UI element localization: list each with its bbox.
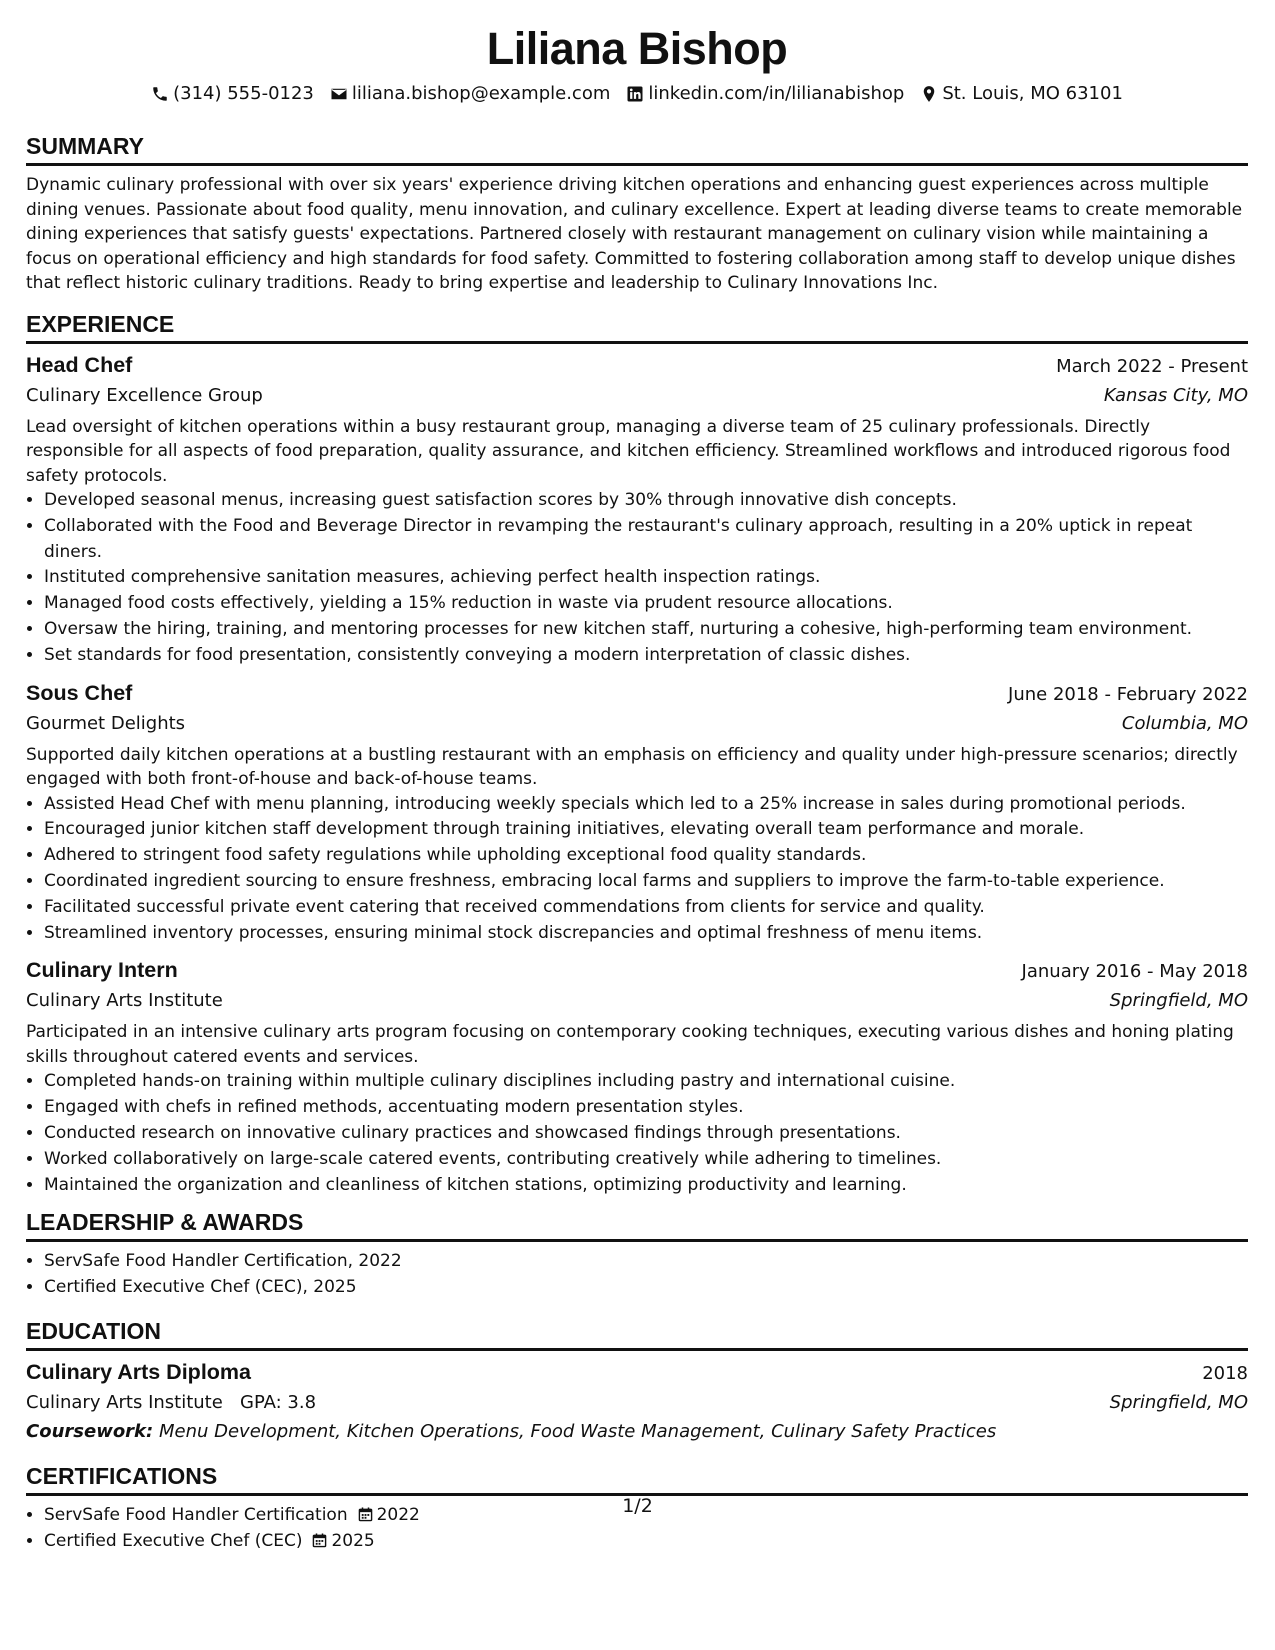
contact-email[interactable]	[330, 82, 611, 106]
school-name: Culinary Arts Institute	[26, 1391, 223, 1413]
leadership-list	[26, 1249, 1248, 1301]
map-pin-icon	[920, 85, 938, 103]
list-item: • Collaborated with the Food and Beverage Director in revamping the restaurant's culinary approach, resulting in a 20% uptick in repeat diners.	[44, 514, 1248, 566]
job-location: Kansas City, MO	[1103, 384, 1248, 406]
list-item: • Engaged with chefs in refined methods, accentuating modern presentation styles.	[44, 1095, 1248, 1121]
contact-location	[920, 82, 1123, 106]
coursework-list: Menu Development, Kitchen Operations, Food Waste Management, Culinary Safety Practices	[158, 1420, 997, 1442]
list-item: • Oversaw the hiring, training, and mentoring processes for new kitchen staff, nurturing a cohesive, high-performing team environment.	[44, 617, 1248, 643]
section-title-education: EDUCATION	[26, 1317, 1248, 1351]
coursework-label: Coursework:	[26, 1420, 154, 1442]
certification-name: ServSafe Food Handler Certification	[44, 1504, 348, 1525]
job-bullets	[26, 792, 1248, 947]
job-location: Springfield, MO	[1109, 990, 1248, 1012]
list-item: • Assisted Head Chef with menu planning, introducing weekly specials which led to a 25% increase in sales during promotional periods.	[44, 792, 1248, 818]
job-role: Head Chef	[26, 352, 133, 377]
list-item: • Maintained the organization and cleanliness of kitchen stations, optimizing productivity and learning.	[44, 1173, 1248, 1199]
list-item: • Instituted comprehensive sanitation measures, achieving perfect health inspection ratings.	[44, 565, 1248, 591]
job-dates: June 2018 - February 2022	[1008, 683, 1248, 705]
job-dates: March 2022 - Present	[1056, 355, 1248, 377]
certification-year: 2025	[331, 1530, 375, 1551]
phone-icon	[151, 85, 169, 103]
list-item: • Conducted research on innovative culinary practices and showcased findings through presentations.	[44, 1121, 1248, 1147]
section-title-certifications: CERTIFICATIONS	[26, 1462, 1248, 1496]
email-text[interactable]: liliana.bishop@example.com	[351, 83, 611, 104]
job-organization: Culinary Excellence Group	[26, 384, 263, 406]
education-section	[26, 1317, 1248, 1446]
job-summary: Supported daily kitchen operations at a bustling restaurant with an emphasis on efficiency and quality under high-pressure scenarios; directly engaged with both front-of-house and back-of-house teams.	[26, 744, 1238, 790]
job-role: Sous Chef	[26, 680, 133, 705]
list-item: • Developed seasonal menus, increasing guest satisfaction scores by 30% through innovative dish concepts.	[44, 488, 1248, 514]
contact-linkedin[interactable]	[626, 82, 904, 106]
job-entry	[26, 679, 1248, 947]
resume-header	[26, 0, 1248, 106]
list-item: • Completed hands-on training within multiple culinary disciplines including pastry and international cuisine.	[44, 1069, 1248, 1095]
experience-section	[26, 310, 1248, 1199]
job-dates: January 2016 - May 2018	[1021, 961, 1248, 983]
job-location: Columbia, MO	[1121, 712, 1248, 734]
location-text: St. Louis, MO 63101	[942, 83, 1123, 104]
resume-page	[26, 0, 1248, 1555]
job-bullets	[26, 488, 1248, 669]
gpa: GPA: 3.8	[240, 1391, 317, 1413]
list-item	[44, 1529, 1248, 1555]
certification-name: Certified Executive Chef (CEC)	[44, 1530, 303, 1551]
envelope-icon	[330, 85, 348, 103]
page-number: 1/2	[622, 1495, 653, 1517]
job-summary: Participated in an intensive culinary arts program focusing on contemporary cooking techniques, executing various dishes and honing plating skills throughout catered events and services.	[26, 1022, 1234, 1067]
list-item: • Streamlined inventory processes, ensuring minimal stock discrepancies and optimal freshness of menu items.	[44, 921, 1248, 947]
list-item: • Worked collaboratively on large-scale catered events, contributing creatively while adhering to timelines.	[44, 1147, 1248, 1173]
summary-section	[26, 132, 1248, 296]
leadership-section	[26, 1208, 1248, 1301]
job-role: Culinary Intern	[26, 958, 178, 983]
job-summary: Lead oversight of kitchen operations within a busy restaurant group, managing a diverse team of 25 culinary professionals. Directly responsible for all aspects of food preparation, quality assurance, and kitchen efficiency. Streamlined workflows and introduced rigorous food safety protocols.	[26, 416, 1231, 486]
list-item: • Certified Executive Chef (CEC), 2025	[44, 1275, 1248, 1301]
list-item: • Managed food costs effectively, yielding a 15% reduction in waste via prudent resource allocations.	[44, 591, 1248, 617]
list-item: • Set standards for food presentation, consistently conveying a modern interpretation of classic dishes.	[44, 643, 1248, 669]
job-bullets	[26, 1069, 1248, 1198]
contact-phone	[151, 82, 314, 106]
job-entry	[26, 351, 1248, 669]
summary-text: Dynamic culinary professional with over six years' experience driving kitchen operations and enhancing guest experiences across multiple dining venues. Passionate about food quality, menu innovation, and culinary excellence. Expert at leading diverse teams to create memorable dining experiences that satisfy guests' expectations. Partnered closely with restaurant management on culinary vision while maintaining a focus on operational efficiency and high standards for food safety. Committed to fostering collaboration among staff to develop unique dishes that reflect historic culinary traditions. Ready to bring expertise and leadership to Culinary Innovations Inc.	[26, 175, 1243, 293]
school-line	[26, 1388, 316, 1418]
candidate-name: Liliana Bishop	[486, 23, 788, 74]
section-title-leadership: LEADERSHIP & AWARDS	[26, 1208, 1248, 1242]
list-item: • Facilitated successful private event catering that received commendations from clients for service and quality.	[44, 895, 1248, 921]
job-organization: Culinary Arts Institute	[26, 990, 223, 1012]
list-item: • Adhered to stringent food safety regulations while upholding exceptional food quality standards.	[44, 843, 1248, 869]
school-location: Springfield, MO	[1109, 1391, 1248, 1413]
certification-year: 2022	[376, 1504, 420, 1525]
degree-title: Culinary Arts Diploma	[26, 1359, 251, 1384]
phone-text: (314) 555-0123	[173, 83, 314, 104]
graduation-year: 2018	[1202, 1362, 1248, 1384]
section-title-summary: SUMMARY	[26, 132, 1248, 166]
job-entry	[26, 956, 1248, 1198]
list-item: • Coordinated ingredient sourcing to ensure freshness, embracing local farms and suppliers to improve the farm-to-table experience.	[44, 869, 1248, 895]
linkedin-icon	[626, 85, 644, 103]
contact-line	[26, 82, 1248, 106]
coursework-line	[26, 1418, 1248, 1446]
linkedin-text[interactable]: linkedin.com/in/lilianabishop	[648, 83, 905, 104]
list-item: • ServSafe Food Handler Certification, 2022	[44, 1249, 1248, 1275]
list-item: • Encouraged junior kitchen staff development through training initiatives, elevating overall team performance and morale.	[44, 817, 1248, 843]
job-organization: Gourmet Delights	[26, 712, 186, 734]
calendar-icon	[312, 1533, 327, 1548]
section-title-experience: EXPERIENCE	[26, 310, 1248, 344]
